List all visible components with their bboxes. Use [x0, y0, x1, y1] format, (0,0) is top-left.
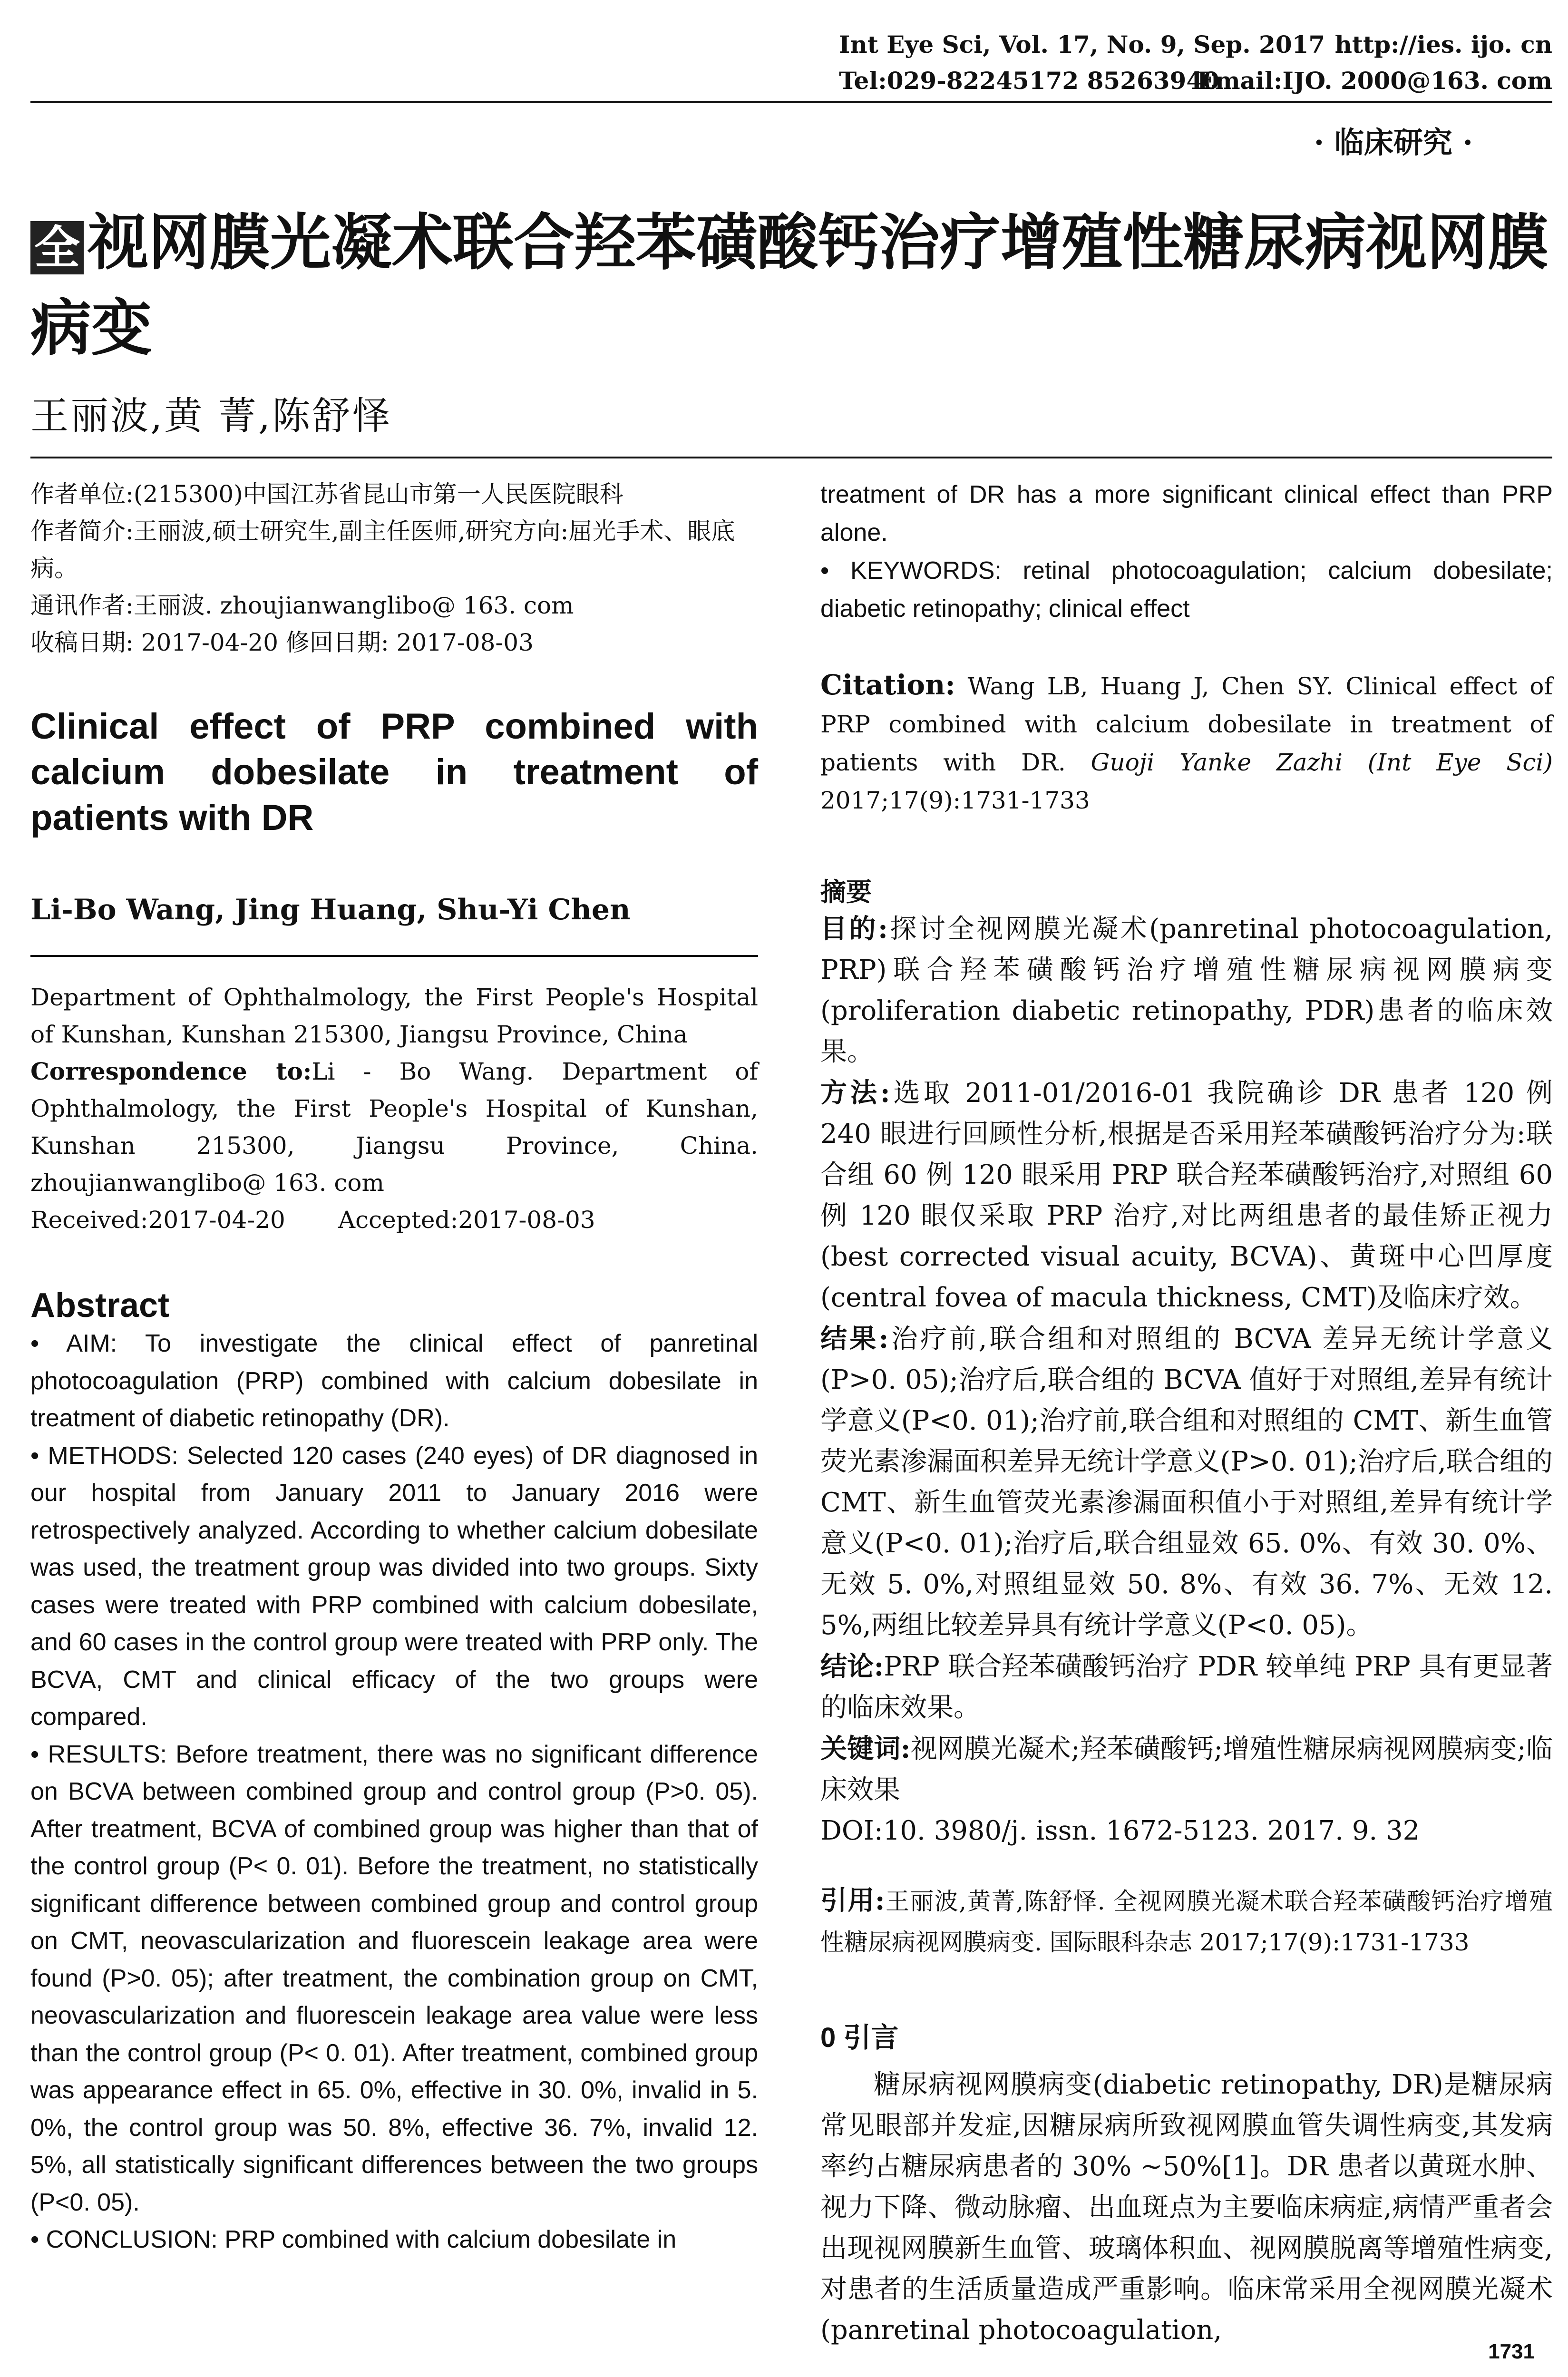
cn-conclusion — [820, 1646, 1553, 1728]
english-affiliation — [30, 979, 758, 1238]
section-label: · 临床研究 · — [1314, 125, 1473, 160]
journal-line: Int Eye Sci, Vol. 17, No. 9, Sep. 2017 — [839, 30, 1325, 58]
title-rule — [30, 457, 1552, 458]
page-number: 1731 — [1488, 2340, 1535, 2363]
abstract-keywords: • KEYWORDS: retinal photocoagulation; calcium dobesilate; diabetic retinopathy; clinical effect — [820, 557, 1553, 623]
author-bio: 作者简介:王丽波,硕士研究生,副主任医师,研究方向:屈光手术、眼底病。 — [30, 517, 735, 582]
cn-aim — [820, 908, 1553, 1072]
cn-conclusion-label: 结论: — [820, 1651, 884, 1682]
citation-text: Wang LB, Huang J, Chen SY. Clinical effect of PRP combined with calcium dobesilate in treatment of patients with DR. — [820, 672, 1553, 776]
cn-results-label: 结果: — [820, 1323, 889, 1354]
cn-keywords-text: 视网膜光凝术;羟苯磺酸钙;增殖性糖尿病视网膜病变;临床效果 — [820, 1734, 1553, 1805]
cn-aim-label: 目的: — [820, 913, 888, 945]
correspondence-text: Li - Bo Wang. Department of Ophthalmology, the First People's Hospital of Kunshan, Kunshan 215300, Jiangsu Province, China. zhoujianwanglibo@ 163. com — [30, 1058, 758, 1197]
cn-results-text: 治疗前,联合组和对照组的 BCVA 差异无统计学意义(P>0. 05);治疗后,联合组的 BCVA 值好于对照组,差异有统计学意义(P<0. 01);治疗前,联合组和对照组的 CMT、新生血管荧光素渗漏面积差异无统计学意义(P>0. 01);治疗后,联合组的 CMT、新生血管荧光素渗漏面积值小于对照组,差异有统计学意义(P<0. 01);治疗后,联合组显效 65. 0%、有效 30. 0%、无效 5. 0%,对照组显效 50. 8%、有效 36. 7%、无效 12. 5%,两组比较差异具有统计学意义(P<0. 05)。 — [820, 1324, 1553, 1641]
corresponding-author: 通讯作者:王丽波. zhoujianwanglibo@ 163. com — [30, 592, 574, 619]
author-unit: 作者单位:(215300)中国江苏省昆山市第一人民医院眼科 — [30, 480, 623, 508]
cn-methods-text: 选取 2011-01/2016-01 我院确诊 DR 患者 120 例 240 眼进行回顾性分析,根据是否采用羟苯磺酸钙治疗分为:联合组 60 例 120 眼采用 PRP 联合羟苯磺酸钙治疗,对照组 60 例 120 眼仅采取 PRP 治疗,对比两组患者的最佳矫正视力(best corrected visual acuity, BCVA)、黄斑中心凹厚度(central fovea of macula thickness, CMT)及临床疗效。 — [820, 1078, 1553, 1313]
running-header — [30, 14, 1552, 105]
citation — [820, 666, 1553, 819]
abstract-results: • RESULTS: Before treatment, there was no significant difference on BCVA between combined group and control group (P>0. 05). After treatment, BCVA of combined group was higher than that of the control group (P< 0. 01). Before the treatment, no statistically significant difference between combined group and control group on CMT, neovascularization and fluorescein leakage area were found (P>0. 05); after treatment, the combination group on CMT, neovascularization and fluorescein leakage area value were less than the control group (P< 0. 01). After treatment, combined group was appearance effect in 65. 0%, effective in 30. 0%, invalid in 5. 0%, the control group was 50. 8%, effective 36. 7%, invalid 12. 5%, all statistically significant differences between the two groups (P<0. 05). — [30, 1740, 758, 2216]
authors-cn: 王丽波,黄 菁,陈舒怿 — [30, 394, 392, 438]
cn-keywords — [820, 1728, 1553, 1811]
abstract-heading: Abstract — [30, 1286, 170, 1325]
cn-keywords-label: 关键词: — [820, 1733, 911, 1764]
left-column — [30, 476, 758, 2259]
article-title — [30, 200, 1552, 371]
header-rule — [30, 101, 1552, 103]
cn-citation-text: 王丽波,黄菁,陈舒怿. 全视网膜光凝术联合羟苯磺酸钙治疗增殖性糖尿病视网膜病变. 国际眼科杂志 2017;17(9):1731-1733 — [820, 1888, 1553, 1956]
received-dates-cn: 收稿日期: 2017-04-20 修回日期: 2017-08-03 — [30, 629, 534, 656]
citation-tail: 2017;17(9):1731-1733 — [820, 787, 1090, 814]
title-text: 视网膜光凝术联合羟苯磺酸钙治疗增殖性糖尿病视网膜病变 — [30, 207, 1549, 364]
cn-aim-text: 探讨全视网膜光凝术(panretinal photocoagulation, PRP)联合羟苯磺酸钙治疗增殖性糖尿病视网膜病变(proliferation diabetic retinopathy, PDR)患者的临床效果。 — [820, 914, 1553, 1067]
cn-abstract-heading: 摘要 — [820, 877, 872, 907]
citation-journal: Guoji Yanke Zazhi (Int Eye Sci) — [1091, 749, 1553, 776]
cn-citation — [820, 1880, 1553, 1963]
affiliation-text: Department of Ophthalmology, the First People's Hospital of Kunshan, Kunshan 215300, Jiangsu Province, China — [30, 984, 758, 1048]
journal-url[interactable]: http://ies. ijo. cn — [1334, 30, 1552, 58]
doi[interactable]: DOI:10. 3980/j. issn. 1672-5123. 2017. 9. 32 — [820, 1815, 1420, 1846]
title-mark-icon: 全 — [30, 221, 84, 274]
received-dates-en: Received:2017-04-20 Accepted:2017-08-03 — [30, 1206, 595, 1234]
english-authors: Li-Bo Wang, Jing Huang, Shu-Yi Chen — [30, 893, 631, 926]
abstract-conclusion-part1: • CONCLUSION: PRP combined with calcium dobesilate in — [30, 2226, 677, 2253]
cn-conclusion-text: PRP 联合羟苯磺酸钙治疗 PDR 较单纯 PRP 具有更显著的临床效果。 — [820, 1651, 1553, 1723]
intro-heading: 0 引言 — [820, 2022, 899, 2053]
abstract-body — [30, 1325, 758, 2259]
cn-methods-label: 方法: — [820, 1077, 890, 1109]
english-title: Clinical effect of PRP combined with calcium dobesilate in treatment of patients with DR — [30, 706, 758, 838]
journal-tel: Tel:029-82245172 85263940 — [839, 67, 1219, 95]
cn-methods — [820, 1072, 1553, 1318]
right-column — [820, 476, 1553, 2351]
english-rule — [30, 955, 758, 957]
cn-results — [820, 1318, 1553, 1646]
citation-label: Citation: — [820, 669, 955, 701]
abstract-conclusion-part2: treatment of DR has a more significant clinical effect than PRP alone. — [820, 481, 1553, 546]
abstract-methods: • METHODS: Selected 120 cases (240 eyes) of DR diagnosed in our hospital from January 2011 to January 2016 were retrospectively analyzed. According to whether calcium dobesilate was used, the treatment group was divided into two groups. Sixty cases were treated with PRP combined with calcium dobesilate, and 60 cases in the control group were treated with PRP only. The BCVA, CMT and clinical efficacy of the two groups were compared. — [30, 1442, 758, 1731]
abstract-aim: • AIM: To investigate the clinical effect of panretinal photocoagulation (PRP) combined with calcium dobesilate in treatment of diabetic retinopathy (DR). — [30, 1330, 758, 1432]
intro-paragraph: 糖尿病视网膜病变(diabetic retinopathy, DR)是糖尿病常见眼部并发症,因糖尿病所致视网膜血管失调性病变,其发病率约占糖尿病患者的 30% ~50%[1]。DR 患者以黄斑水肿、视力下降、微动脉瘤、出血斑点为主要临床病症,病情严重者会出现视网膜新生血管、玻璃体积血、视网膜脱离等增殖性病变,对患者的生活质量造成严重影响。临床常采用全视网膜光凝术(panretinal photocoagulation, — [820, 2069, 1553, 2346]
correspondence-label: Correspondence to: — [30, 1057, 312, 1085]
journal-email[interactable]: Email:IJO. 2000@163. com — [1197, 67, 1552, 95]
cn-citation-label: 引用: — [820, 1885, 885, 1916]
